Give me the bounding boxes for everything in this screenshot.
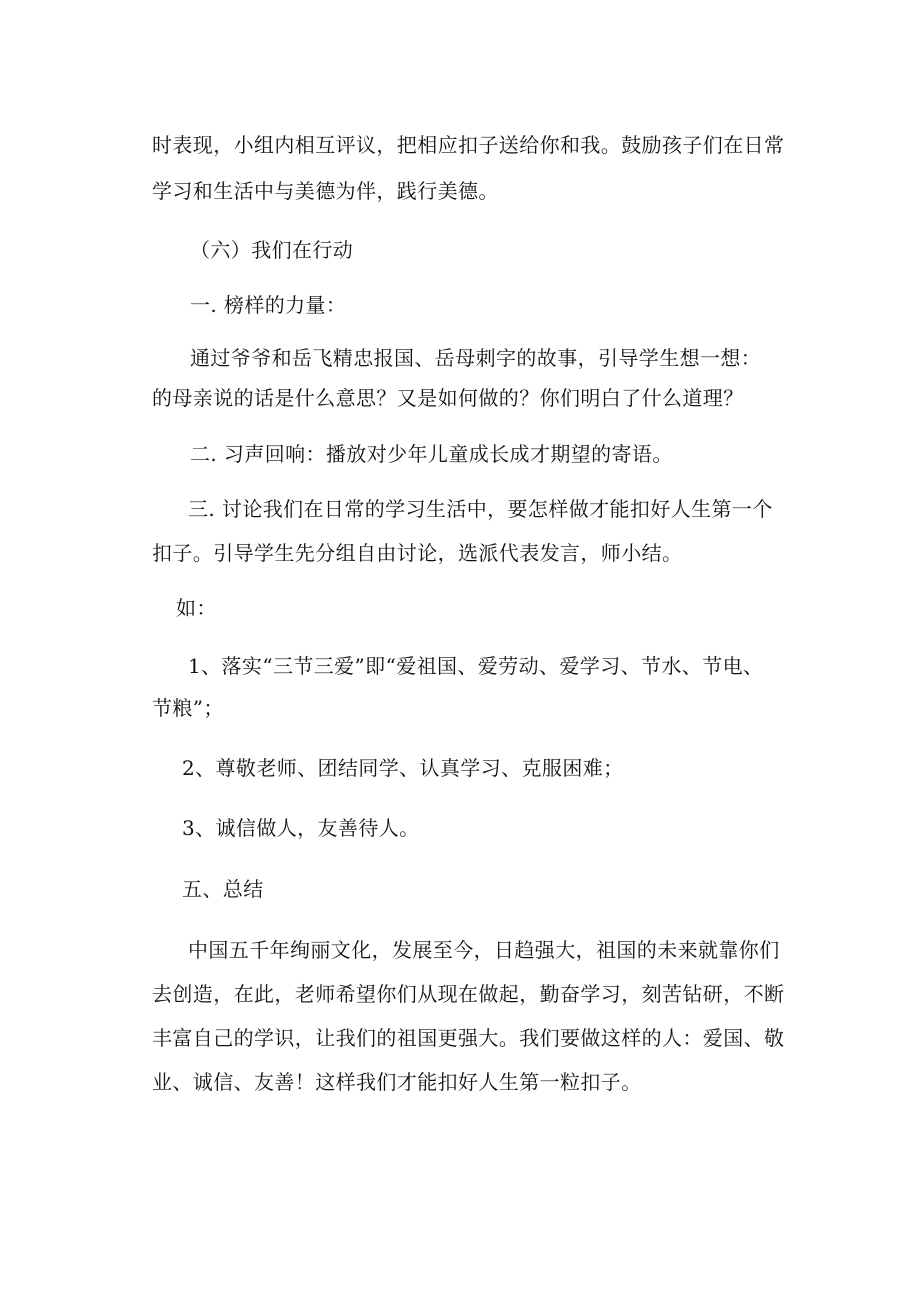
section-heading: 五、总结 (182, 877, 264, 901)
list-item: 2、尊敬老师、团结同学、认真学习、克服困难； (182, 756, 624, 780)
text-line: 业、诚信、友善！这样我们才能扣好人生第一粒扣子。 (152, 1070, 642, 1094)
text-line: 去创造，在此，老师希望你们从现在做起，勤奋学习，刻苦钻研，不断 (152, 982, 785, 1006)
subsection-heading: 一. 榜样的力量： (190, 293, 347, 317)
section-heading: （六）我们在行动 (190, 238, 354, 262)
subsection-heading: 二. 习声回响：播放对少年儿童成长成才期望的寄语。 (190, 442, 673, 466)
text-line: 丰富自己的学识，让我们的祖国更强大。我们要做这样的人：爱国、敬 (152, 1026, 785, 1050)
list-item-continued: 节粮”； (152, 696, 224, 720)
subsection-heading: 三. 讨论我们在日常的学习生活中，要怎样做才能扣好人生第一个 (188, 497, 773, 521)
text-line: 中国五千年绚丽文化，发展至今，日趋强大，祖国的未来就靠你们 (188, 938, 780, 962)
text-line: 时表现，小组内相互评议，把相应扣子送给你和我。鼓励孩子们在日常 (152, 133, 785, 157)
text-line: 的母亲说的话是什么意思？又是如何做的？你们明白了什么道理？ (152, 386, 744, 410)
text-line: 通过爷爷和岳飞精忠报国、岳母刺字的故事，引导学生想一想： (190, 346, 762, 370)
list-item: 3、诚信做人，友善待人。 (182, 816, 420, 840)
text-line: 扣子。引导学生先分组自由讨论，选派代表发言，师小结。 (152, 541, 683, 565)
text-line: 如： (176, 596, 217, 620)
list-item: 1、落实“三节三爱”即“爱祖国、爱劳动、爱学习、节水、节电、 (188, 654, 764, 678)
text-line: 学习和生活中与美德为伴，践行美德。 (152, 179, 499, 203)
